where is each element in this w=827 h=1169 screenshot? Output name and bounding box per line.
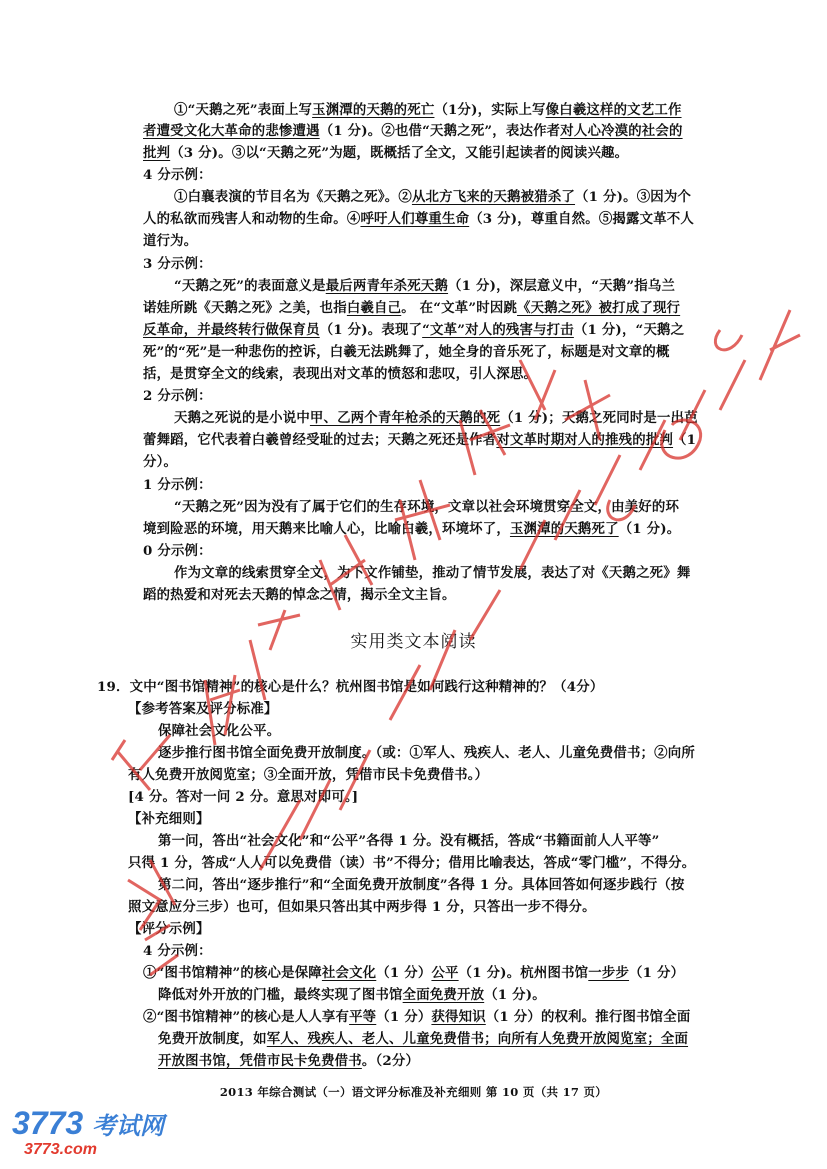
text-line: 0 分示例： <box>143 543 212 559</box>
svg-text:3773: 3773 <box>12 1105 84 1141</box>
text-line: 2 分示例： <box>143 388 212 404</box>
text-line: 【参考答案及评分标准】 <box>128 701 278 717</box>
text-line: 【补充细则】 <box>128 811 210 827</box>
text-line: 4 分示例： <box>143 167 212 183</box>
text-line: 作为文章的线索贯穿全文，为下文作铺垫，推动了情节发展，表达了对《天鹅之死》舞 <box>174 565 691 581</box>
text-line: 蕾舞蹈，它代表着白羲曾经受耻的过去；天鹅之死还是作者对文革时期对人的推残的批判（1 <box>143 432 697 448</box>
text-line: “天鹅之死”因为没有了属于它们的生存环境，文章以社会环境贯穿全文，由美好的环 <box>174 499 680 515</box>
text-line: 只得 1 分，答成“人人可以免费借（读）书”不得分；借用比喻表达，答成“零门槛”，不得分。 <box>128 855 696 871</box>
text-line: 有人免费开放阅览室；③全面开放，凭借市民卡免费借书。） <box>128 767 489 783</box>
text-line: 降低对外开放的门槛，最终实现了图书馆全面免费开放（1 分)。 <box>158 987 546 1003</box>
text-line: 【评分示例】 <box>128 921 210 937</box>
text-line: 3 分示例： <box>143 256 212 272</box>
text-line: 照文意应分三步）也可，但如果只答出其中两步得 1 分，只答出一步不得分。 <box>128 899 596 915</box>
text-line: 保障社会文化公平。 <box>158 723 281 739</box>
text-line: 批判（3 分)。③以“天鹅之死”为题，既概括了全文，又能引起读者的阅读兴趣。 <box>143 145 629 161</box>
text-line: 道行为。 <box>143 233 198 249</box>
text-line: 第二问，答出“逐步推行”和“全面免费开放制度”各得 1 分。具体回答如何逐步践行（按 <box>158 877 685 893</box>
text-line: ②“图书馆精神”的核心是人人享有平等（1 分）获得知识（1 分）的权利。推行图书馆全面 <box>143 1009 691 1025</box>
text-line: [4 分。答对一问 2 分。意思对即可。] <box>128 789 359 805</box>
page-footer: 2013 年综合测试（一）语文评分标准及补充细则 第 10 页（共 17 页） <box>219 1085 608 1099</box>
section-title: 实用类文本阅读 <box>350 632 477 652</box>
text-line: ①“图书馆精神”的核心是保障社会文化（1 分）公平（1 分)。杭州图书馆一步步（1 分） <box>143 965 685 981</box>
text-line: 逐步推行图书馆全面免费开放制度。（或：①军人、残疾人、老人、儿童免费借书；②向所 <box>158 745 695 761</box>
text-line: 人的私欲而残害人和动物的生命。④呼吁人们尊重生命（3 分)，尊重自然。⑤揭露文革不人 <box>143 211 694 227</box>
text-line: 天鹅之死说的是小说中甲、乙两个青年枪杀的天鹅的死（1 分)；天鹅之死同时是一出芭 <box>174 410 698 426</box>
text-line: 死”的“死”是一种悲伤的控诉，白羲无法跳舞了，她全身的音乐死了，标题是对文章的概 <box>143 344 670 360</box>
text-line: ①白襄表演的节目名为《天鹅之死》。②从北方飞来的天鹅被猎杀了（1 分)。③因为个 <box>174 189 692 205</box>
svg-text:3773.com: 3773.com <box>24 1141 97 1158</box>
text-line: 者遭受文化大革命的悲惨遭遇（1 分)。②也借“天鹅之死”，表达作者对人心冷漠的社会的 <box>143 123 683 139</box>
text-line: 反革命，并最终转行做保育员（1 分)。表现了“文革”对人的残害与打击（1 分)，“天鹅之 <box>143 322 685 338</box>
text-line: 括，是贯穿全文的线索，表现出对文革的愤怒和悲叹，引人深思。 <box>143 366 538 382</box>
text-line: 蹈的热爱和对死去天鹅的悼念之情，揭示全文主旨。 <box>143 587 456 603</box>
text-line: 4 分示例： <box>143 943 212 959</box>
text-line: 1 分示例： <box>143 477 212 493</box>
text-line: 诺娃所跳《天鹅之死》之美，也指白羲自己。 在“文革”时因跳《天鹅之死》被打成了现行 <box>143 300 681 316</box>
text-line: 19．文中“图书馆精神”的核心是什么？杭州图书馆是如何践行这种精神的？（4分） <box>97 679 604 695</box>
text-line: 分）。 <box>143 454 178 470</box>
text-line: 免费开放制度，如军人、残疾人、老人、儿童免费借书；向所有人免费开放阅览室；全面 <box>158 1031 689 1047</box>
site-logo <box>10 1098 185 1160</box>
text-line: 第一问，答出“社会文化”和“公平”各得 1 分。没有概括，答成“书籍面前人人平等” <box>158 833 660 849</box>
text-line: “天鹅之死”的表面意义是最后两青年杀死天鹅（1 分)，深层意义中，“天鹅”指乌兰 <box>174 278 676 294</box>
text-line: ①“天鹅之死”表面上写玉渊潭的天鹅的死亡（1分)，实际上写像白羲这样的文艺工作 <box>174 102 682 118</box>
svg-text:考试网: 考试网 <box>92 1112 164 1140</box>
text-line: 开放图书馆，凭借市民卡免费借书。（2分） <box>158 1053 420 1069</box>
text-line: 境到险恶的环境，用天鹅来比喻人心，比喻白羲，环境坏了，玉渊潭的天鹅死了（1 分)。 <box>143 521 681 537</box>
